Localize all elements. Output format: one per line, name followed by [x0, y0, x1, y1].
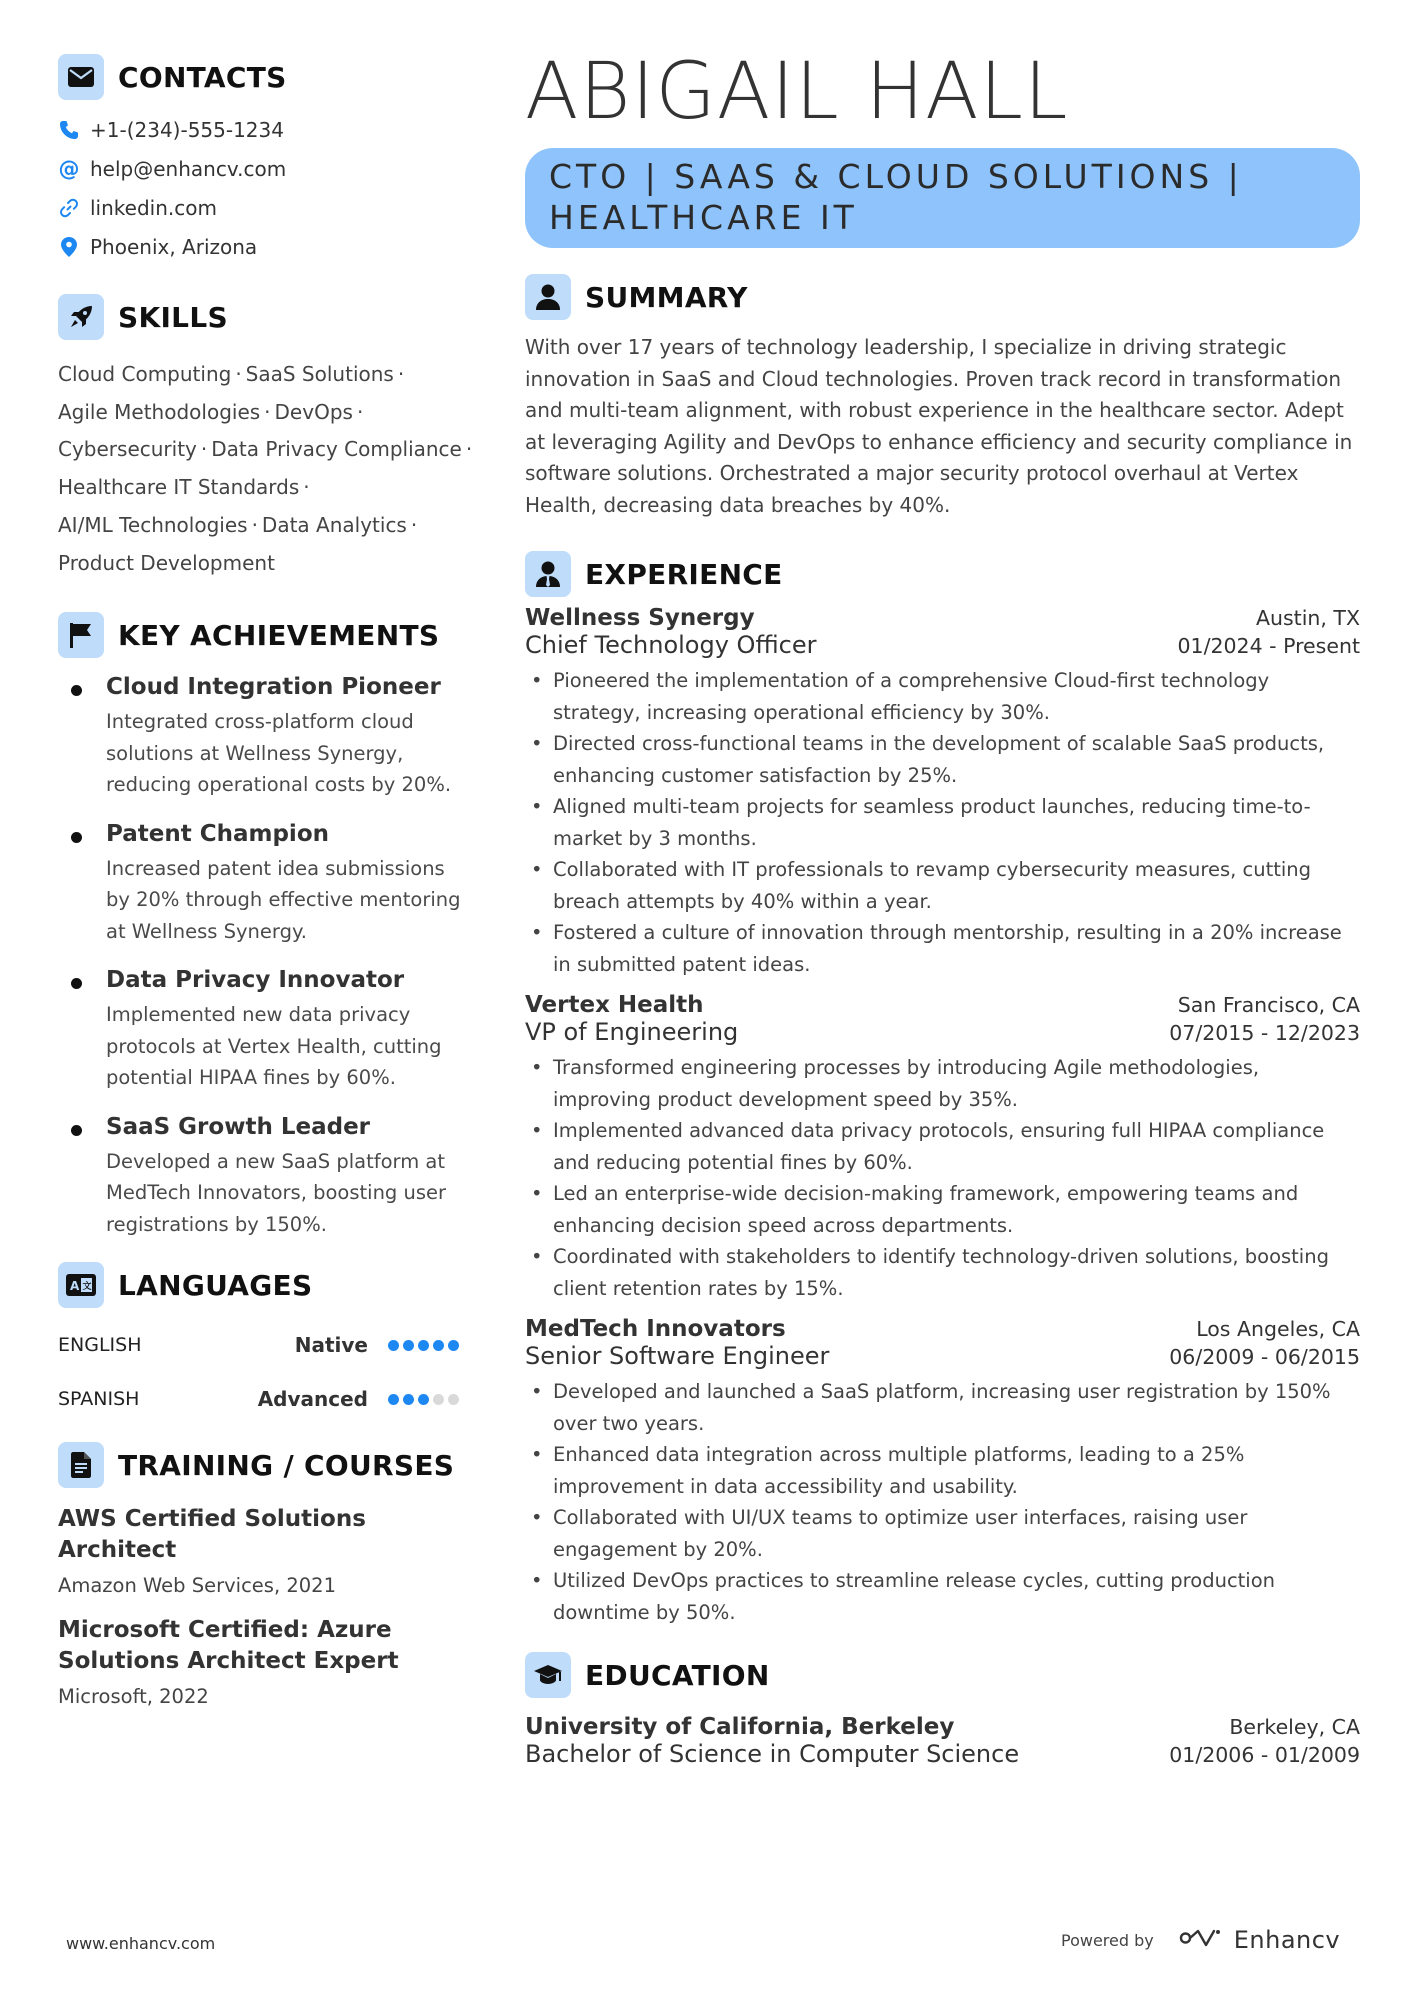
experience-header [525, 549, 1360, 599]
contacts-heading: CONTACTS [118, 60, 287, 94]
rating-dot [418, 1340, 429, 1351]
skills-line: Cybersecurity · Data Privacy Compliance · [58, 437, 473, 462]
summary-heading: SUMMARY [585, 280, 748, 314]
company-name: MedTech Innovators [525, 1316, 786, 1342]
contacts-header [58, 52, 478, 102]
graduation-cap-icon [525, 1652, 571, 1698]
skills-header [58, 292, 478, 342]
experience-item [525, 1316, 1360, 1628]
at-icon: @ [58, 156, 80, 181]
summary-text: With over 17 years of technology leadership, I specialize in driving strategic innovation in SaaS and Cloud technologies. Proven track record in transformation and multi-team alignment, with robust experience in the healthcare sector. Adept at leveraging Agility and DevOps to enhance efficiency and security compliance in software solutions. Orchestrated a major security protocol overhaul at Vertex Health, decreasing data breaches by 40%. [525, 335, 1353, 517]
experience-heading: EXPERIENCE [585, 557, 783, 591]
left-column [58, 52, 478, 1726]
education-heading: EDUCATION [585, 1658, 770, 1692]
achievement-item [58, 967, 478, 1094]
job-title-line: HEALTHCARE IT [549, 198, 858, 237]
degree: Bachelor of Science in Computer Science [525, 1740, 1020, 1768]
job-bullets [525, 1376, 1360, 1628]
rating-dot [388, 1394, 399, 1405]
contact-email-text: help@enhancv.com [90, 156, 287, 181]
languages-heading: LANGUAGES [118, 1268, 313, 1302]
rating-dot [418, 1394, 429, 1405]
bullet: • Implemented advanced data privacy protocols, ensuring full HIPAA compliance and reducing potential fines by 60%. [525, 1115, 1360, 1178]
job-dates: 01/2024 - Present [1177, 634, 1360, 658]
summary-header [525, 272, 1360, 322]
rating-dot [448, 1340, 459, 1351]
job-title-banner [525, 148, 1360, 248]
contact-phone-text: +1-(234)-555-1234 [90, 117, 284, 142]
contact-email[interactable] [58, 149, 478, 188]
course-title: AWS Certified Solutions Architect [58, 1506, 366, 1564]
school-location: Berkeley, CA [1229, 1715, 1360, 1739]
languages-header [58, 1260, 478, 1310]
company-name: Vertex Health [525, 992, 704, 1018]
bullet: • Enhanced data integration across multiple platforms, leading to a 25% improvement in data accessibility and usability. [525, 1439, 1360, 1502]
contact-list [58, 110, 478, 266]
achievement-desc: Implemented new data privacy protocols at Vertex Health, cutting potential HIPAA fines by 60%. [106, 1003, 442, 1090]
rating-dot [388, 1340, 399, 1351]
job-title-line: CTO | SAAS & CLOUD SOLUTIONS | [549, 157, 1243, 196]
location-pin-icon [58, 236, 80, 258]
achievement-desc: Developed a new SaaS platform at MedTech Innovators, boosting user registrations by 150%. [106, 1149, 447, 1236]
bullet: • Transformed engineering processes by introducing Agile methodologies, improving product development speed by 35%. [525, 1052, 1360, 1115]
languages-list [58, 1318, 478, 1426]
language-name: ENGLISH [58, 1334, 142, 1357]
achievement-item [58, 821, 478, 948]
education-header [525, 1650, 1360, 1700]
skills-line: Product Development [58, 550, 275, 575]
course-item [58, 1615, 478, 1708]
achievements-list [58, 674, 478, 1240]
bullet: • Directed cross-functional teams in the development of scalable SaaS products, enhancing customer satisfaction by 25%. [525, 728, 1360, 791]
bullet: • Collaborated with IT professionals to revamp cybersecurity measures, cutting breach attempts by 40% within a year. [525, 854, 1360, 917]
bullet: • Pioneered the implementation of a comprehensive Cloud-first technology strategy, increasing operational efficiency by 30%. [525, 665, 1360, 728]
right-column [525, 47, 1360, 1768]
rating-dot [448, 1394, 459, 1405]
contact-location [58, 227, 478, 266]
company-name: Wellness Synergy [525, 605, 755, 631]
bullet: • Led an enterprise-wide decision-making framework, empowering teams and enhancing decision speed across departments. [525, 1178, 1360, 1241]
job-bullets [525, 1052, 1360, 1304]
language-rating [388, 1394, 459, 1405]
phone-icon [58, 119, 80, 141]
achievement-title: SaaS Growth Leader [106, 1113, 371, 1140]
job-location: San Francisco, CA [1177, 993, 1360, 1017]
bullet: • Coordinated with stakeholders to identify technology-driven solutions, boosting client retention rates by 15%. [525, 1241, 1360, 1304]
achievements-heading: KEY ACHIEVEMENTS [118, 618, 440, 652]
document-icon [58, 1442, 104, 1488]
link-icon [58, 197, 80, 219]
svg-text:文: 文 [82, 1282, 92, 1293]
bullet: • Utilized DevOps practices to streamline release cycles, cutting production downtime by 50%. [525, 1565, 1360, 1628]
envelope-icon [58, 54, 104, 100]
job-dates: 07/2015 - 12/2023 [1169, 1021, 1360, 1045]
achievement-title: Cloud Integration Pioneer [106, 674, 441, 701]
achievement-title: Data Privacy Innovator [106, 967, 405, 994]
contact-linkedin[interactable] [58, 188, 478, 227]
achievement-desc: Increased patent idea submissions by 20% through effective mentoring at Wellness Synergy. [106, 856, 461, 943]
candidate-name: ABIGAIL HALL [525, 47, 1069, 137]
flag-icon [58, 612, 104, 658]
skills-line: Agile Methodologies · DevOps · [58, 399, 364, 424]
person-icon [525, 274, 571, 320]
education-dates: 01/2006 - 01/2009 [1169, 1743, 1360, 1767]
achievement-title: Patent Champion [106, 820, 329, 847]
job-role: Chief Technology Officer [525, 631, 817, 659]
course-org: Amazon Web Services, 2021 [58, 1574, 336, 1598]
skills-line: AI/ML Technologies · Data Analytics · [58, 512, 418, 537]
achievement-item [58, 1114, 478, 1241]
skills-line: Healthcare IT Standards · [58, 475, 310, 500]
language-name: SPANISH [58, 1388, 140, 1411]
experience-item [525, 605, 1360, 980]
job-dates: 06/2009 - 06/2015 [1169, 1345, 1360, 1369]
rating-dot [433, 1340, 444, 1351]
bullet: • Fostered a culture of innovation through mentorship, resulting in a 20% increase in submitted patent ideas. [525, 917, 1360, 980]
job-bullets [525, 665, 1360, 980]
bullet: • Aligned multi-team projects for seamless product launches, reducing time-to- market by 3 months. [525, 791, 1360, 854]
course-org: Microsoft, 2022 [58, 1685, 209, 1709]
bullet: • Developed and launched a SaaS platform, increasing user registration by 150% over two years. [525, 1376, 1360, 1439]
skills-line: Cloud Computing · SaaS Solutions · [58, 362, 405, 386]
achievement-desc: Integrated cross-platform cloud solutions at Wellness Synergy, reducing operational costs by 20%. [106, 710, 452, 797]
achievements-header [58, 610, 478, 660]
job-role: VP of Engineering [525, 1018, 739, 1046]
rating-dot [403, 1340, 414, 1351]
rating-dot [403, 1394, 414, 1405]
skills-heading: SKILLS [118, 300, 228, 334]
footer-branding[interactable] [1061, 1926, 1340, 1954]
training-heading: TRAINING / COURSES [118, 1448, 455, 1482]
experience-item [525, 992, 1360, 1304]
course-item [58, 1504, 478, 1597]
contact-linkedin-text: linkedin.com [90, 195, 217, 220]
job-location: Los Angeles, CA [1196, 1317, 1360, 1341]
course-title: Microsoft Certified: Azure Solutions Architect Expert [58, 1617, 399, 1675]
language-rating [388, 1340, 459, 1351]
business-person-icon [525, 551, 571, 597]
job-location: Austin, TX [1255, 606, 1360, 630]
bullet: • Collaborated with UI/UX teams to optimize user interfaces, raising user engagement by 20%. [525, 1502, 1360, 1565]
rating-dot [433, 1394, 444, 1405]
language-row [58, 1318, 478, 1372]
courses-list [58, 1504, 478, 1708]
job-role: Senior Software Engineer [525, 1342, 830, 1370]
svg-text:A: A [70, 1279, 80, 1294]
enhancv-logo-icon [1178, 1927, 1224, 1953]
training-header [58, 1440, 478, 1490]
language-row [58, 1372, 478, 1426]
school-name: University of California, Berkeley [525, 1714, 955, 1740]
skills-list [58, 356, 478, 582]
brand-name: Enhancv [1233, 1926, 1341, 1954]
translate-icon [58, 1262, 104, 1308]
education-item [525, 1714, 1360, 1768]
language-level: Native [294, 1333, 368, 1358]
achievement-item [58, 674, 478, 801]
language-level: Advanced [257, 1387, 368, 1412]
contact-phone[interactable] [58, 110, 478, 149]
footer-website[interactable]: www.enhancv.com [66, 1934, 216, 1953]
contact-location-text: Phoenix, Arizona [90, 234, 258, 259]
rocket-icon [58, 294, 104, 340]
powered-by-label: Powered by [1061, 1930, 1154, 1950]
